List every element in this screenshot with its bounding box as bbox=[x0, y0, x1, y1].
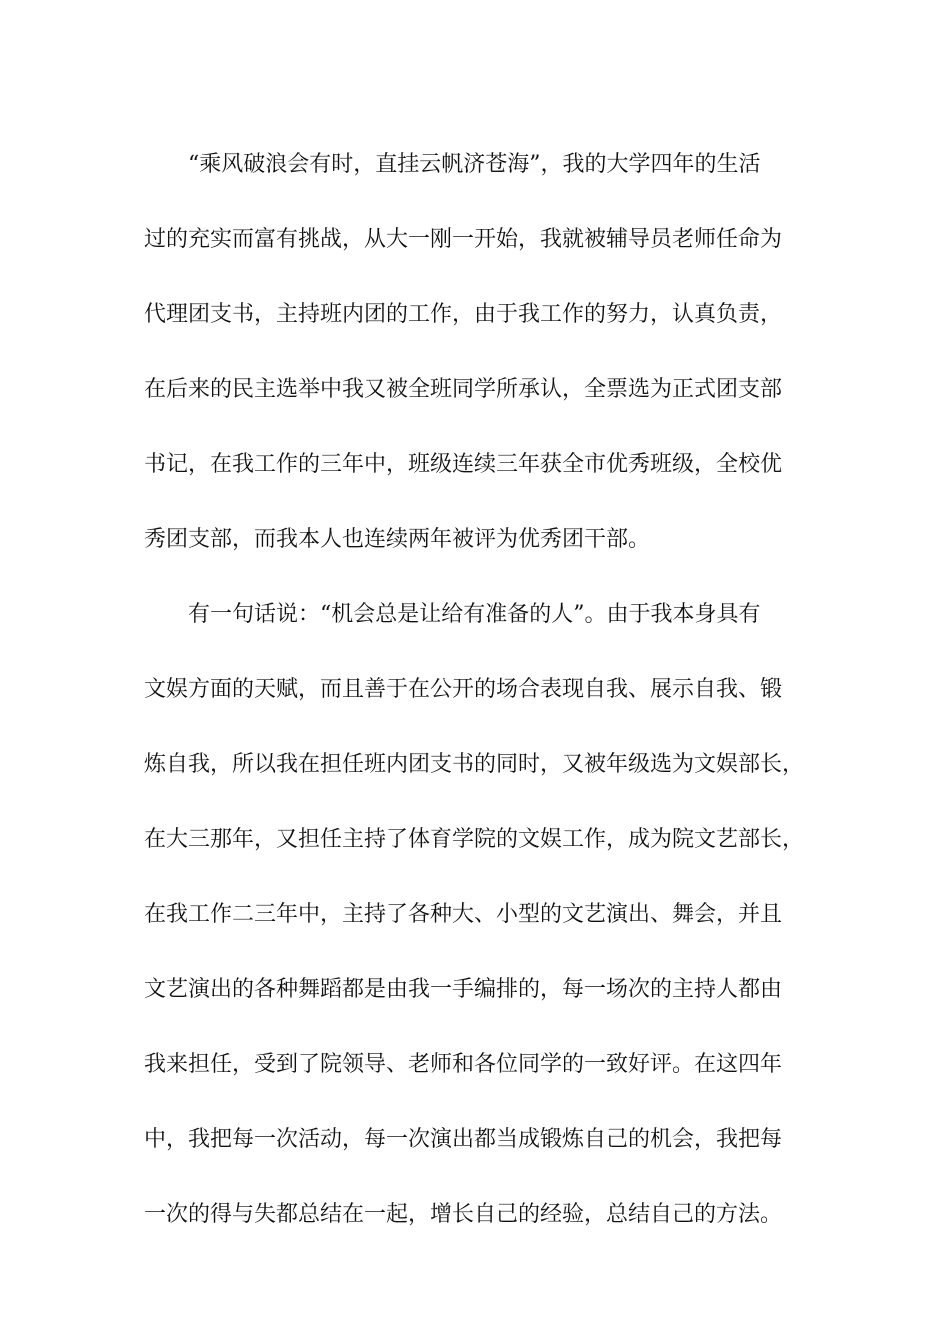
text-line: 代理团支书，主持班内团的工作，由于我工作的努力，认真负责， bbox=[144, 302, 783, 327]
text-line: 在我工作二三年中，主持了各种大、小型的文艺演出、舞会，并且 bbox=[144, 902, 783, 927]
text-line: 过的充实而富有挑战，从大一刚一开始，我就被辅导员老师任命为 bbox=[144, 227, 783, 252]
paragraph-1 bbox=[144, 127, 809, 577]
text-line: 炼自我，所以我在担任班内团支书的同时，又被年级选为文娱部长， bbox=[144, 752, 805, 777]
paragraph-2 bbox=[144, 577, 809, 1252]
text-line: 文娱方面的天赋，而且善于在公开的场合表现自我、展示自我、锻 bbox=[144, 677, 783, 702]
text-line: 在后来的民主选举中我又被全班同学所承认，全票选为正式团支部 bbox=[144, 377, 783, 402]
text-line: 中，我把每一次活动，每一次演出都当成锻炼自己的机会，我把每 bbox=[144, 1127, 783, 1152]
text-line: “乘风破浪会有时，直挂云帆济苍海”，我的大学四年的生活 bbox=[188, 152, 761, 177]
body-text bbox=[144, 127, 809, 1252]
text-line: 有一句话说：“机会总是让给有准备的人”。由于我本身具有 bbox=[188, 602, 761, 627]
text-line: 秀团支部，而我本人也连续两年被评为优秀团干部。 bbox=[144, 527, 651, 552]
text-line: 在大三那年，又担任主持了体育学院的文娱工作，成为院文艺部长， bbox=[144, 827, 805, 852]
text-line: 文艺演出的各种舞蹈都是由我一手编排的，每一场次的主持人都由 bbox=[144, 977, 783, 1002]
text-line: 我来担任，受到了院领导、老师和各位同学的一致好评。在这四年 bbox=[144, 1052, 783, 1077]
text-line: 书记，在我工作的三年中，班级连续三年获全市优秀班级，全校优 bbox=[144, 452, 783, 477]
text-line: 一次的得与失都总结在一起，增长自己的经验，总结自己的方法。 bbox=[144, 1202, 783, 1227]
